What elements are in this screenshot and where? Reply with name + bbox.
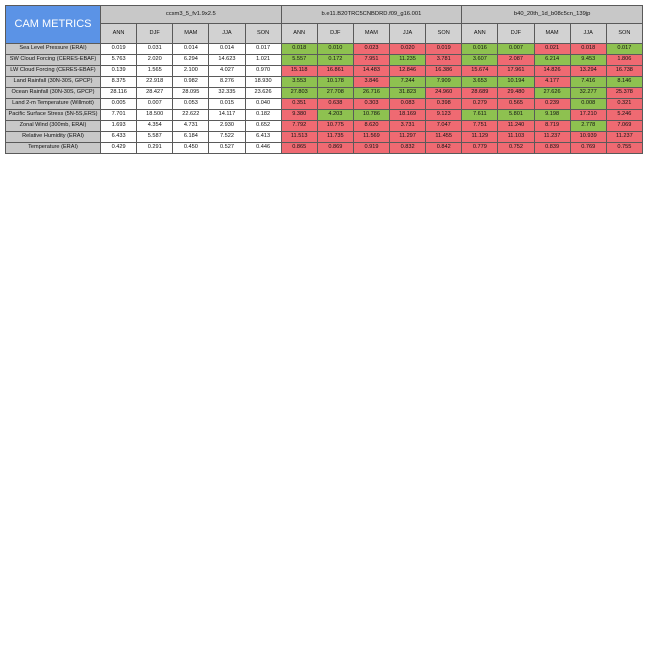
metric-value-cell: 0.020	[390, 44, 426, 55]
metric-value-cell: 11.237	[606, 132, 642, 143]
metric-value-cell: 17.210	[570, 110, 606, 121]
metric-variable-label: Sea Level Pressure (ERAI)	[6, 44, 101, 55]
case-2-header: b.e11.B20TRC5CNBDRD.f09_g16.001	[281, 6, 462, 24]
metric-value-cell: 4.177	[534, 77, 570, 88]
metric-value-cell: 0.016	[462, 44, 498, 55]
metric-value-cell: 11.297	[390, 132, 426, 143]
metric-value-cell: 0.017	[606, 44, 642, 55]
metric-value-cell: 10.786	[353, 110, 389, 121]
metric-value-cell: 0.869	[317, 143, 353, 154]
metric-value-cell: 7.244	[390, 77, 426, 88]
metric-value-cell: 12.846	[390, 66, 426, 77]
season-header: JJA	[390, 24, 426, 44]
metric-value-cell: 7.416	[570, 77, 606, 88]
metric-value-cell: 0.139	[101, 66, 137, 77]
metric-value-cell: 5.801	[498, 110, 534, 121]
metric-value-cell: 5.763	[101, 55, 137, 66]
metric-value-cell: 0.010	[317, 44, 353, 55]
metric-value-cell: 4.731	[173, 121, 209, 132]
season-header: SON	[245, 24, 281, 44]
metric-value-cell: 25.378	[606, 88, 642, 99]
metric-value-cell: 7.069	[606, 121, 642, 132]
season-header: ANN	[101, 24, 137, 44]
metric-value-cell: 28.427	[137, 88, 173, 99]
metric-value-cell: 0.652	[245, 121, 281, 132]
metric-value-cell: 5.557	[281, 55, 317, 66]
metric-value-cell: 2.087	[498, 55, 534, 66]
metric-value-cell: 3.553	[281, 77, 317, 88]
metric-value-cell: 15.118	[281, 66, 317, 77]
metric-value-cell: 0.053	[173, 99, 209, 110]
metric-value-cell: 28.095	[173, 88, 209, 99]
metric-value-cell: 0.982	[173, 77, 209, 88]
metric-value-cell: 0.839	[534, 143, 570, 154]
cam-metrics-table	[5, 5, 643, 154]
metric-value-cell: 9.380	[281, 110, 317, 121]
case-1-header: ccsm3_5_fv1.9x2.5	[101, 6, 282, 24]
metric-value-cell: 5.587	[137, 132, 173, 143]
metric-value-cell: 9.453	[570, 55, 606, 66]
metric-value-cell: 0.007	[498, 44, 534, 55]
metric-value-cell: 0.865	[281, 143, 317, 154]
metric-value-cell: 29.480	[498, 88, 534, 99]
season-header: DJF	[317, 24, 353, 44]
metric-value-cell: 0.014	[173, 44, 209, 55]
metric-value-cell: 0.017	[245, 44, 281, 55]
metric-row	[6, 132, 643, 143]
metric-value-cell: 2.020	[137, 55, 173, 66]
metric-variable-label: Zonal Wind (300mb, ERAI)	[6, 121, 101, 132]
metric-value-cell: 16.738	[606, 66, 642, 77]
metric-value-cell: 7.792	[281, 121, 317, 132]
metric-value-cell: 7.611	[462, 110, 498, 121]
metric-value-cell: 0.182	[245, 110, 281, 121]
metric-value-cell: 0.398	[426, 99, 462, 110]
metric-value-cell: 32.277	[570, 88, 606, 99]
metric-row	[6, 121, 643, 132]
metric-value-cell: 1.565	[137, 66, 173, 77]
metric-value-cell: 0.970	[245, 66, 281, 77]
metric-value-cell: 16.861	[317, 66, 353, 77]
metric-value-cell: 0.527	[209, 143, 245, 154]
metric-variable-label: LW Cloud Forcing (CERES-EBAF)	[6, 66, 101, 77]
season-header: MAM	[173, 24, 209, 44]
metric-row	[6, 99, 643, 110]
metric-value-cell: 0.019	[426, 44, 462, 55]
season-header: ANN	[462, 24, 498, 44]
metric-variable-label: Pacific Surface Stress (5N-5S,ERS)	[6, 110, 101, 121]
metric-value-cell: 0.832	[390, 143, 426, 154]
metric-row	[6, 77, 643, 88]
metric-value-cell: 32.335	[209, 88, 245, 99]
season-header: DJF	[137, 24, 173, 44]
metric-value-cell: 0.291	[137, 143, 173, 154]
metric-value-cell: 0.040	[245, 99, 281, 110]
metric-value-cell: 0.919	[353, 143, 389, 154]
metric-value-cell: 11.237	[534, 132, 570, 143]
metric-value-cell: 8.375	[101, 77, 137, 88]
metric-value-cell: 0.446	[245, 143, 281, 154]
metric-value-cell: 14.117	[209, 110, 245, 121]
metric-value-cell: 28.689	[462, 88, 498, 99]
metric-value-cell: 7.951	[353, 55, 389, 66]
metric-value-cell: 6.184	[173, 132, 209, 143]
metric-value-cell: 5.246	[606, 110, 642, 121]
metric-value-cell: 0.450	[173, 143, 209, 154]
metric-value-cell: 8.620	[353, 121, 389, 132]
metric-value-cell: 0.015	[209, 99, 245, 110]
season-header: MAM	[353, 24, 389, 44]
metric-value-cell: 6.433	[101, 132, 137, 143]
metric-value-cell: 2.778	[570, 121, 606, 132]
metric-value-cell: 27.626	[534, 88, 570, 99]
metric-value-cell: 2.100	[173, 66, 209, 77]
metric-value-cell: 11.103	[498, 132, 534, 143]
metric-value-cell: 0.638	[317, 99, 353, 110]
metric-value-cell: 14.483	[353, 66, 389, 77]
metric-value-cell: 24.960	[426, 88, 462, 99]
metric-value-cell: 0.769	[570, 143, 606, 154]
metric-value-cell: 11.240	[498, 121, 534, 132]
metric-value-cell: 0.842	[426, 143, 462, 154]
metric-value-cell: 6.294	[173, 55, 209, 66]
season-header: ANN	[281, 24, 317, 44]
metric-value-cell: 0.752	[498, 143, 534, 154]
season-header-row	[6, 24, 643, 44]
metric-value-cell: 0.023	[353, 44, 389, 55]
season-header: JJA	[570, 24, 606, 44]
metric-variable-label: Relative Humidity (ERAI)	[6, 132, 101, 143]
metric-value-cell: 9.198	[534, 110, 570, 121]
metric-value-cell: 0.018	[570, 44, 606, 55]
metric-value-cell: 3.731	[390, 121, 426, 132]
metric-row	[6, 44, 643, 55]
metric-variable-label: Land 2-m Temperature (Willmott)	[6, 99, 101, 110]
metric-value-cell: 26.716	[353, 88, 389, 99]
metric-value-cell: 7.751	[462, 121, 498, 132]
metric-value-cell: 0.019	[101, 44, 137, 55]
metric-value-cell: 8.146	[606, 77, 642, 88]
metric-value-cell: 0.018	[281, 44, 317, 55]
season-header: SON	[426, 24, 462, 44]
metric-value-cell: 0.172	[317, 55, 353, 66]
metric-value-cell: 9.123	[426, 110, 462, 121]
metric-value-cell: 7.701	[101, 110, 137, 121]
metric-value-cell: 0.008	[570, 99, 606, 110]
metric-value-cell: 10.178	[317, 77, 353, 88]
metric-value-cell: 0.031	[137, 44, 173, 55]
metric-value-cell: 11.735	[317, 132, 353, 143]
metric-value-cell: 0.021	[534, 44, 570, 55]
metric-value-cell: 0.303	[353, 99, 389, 110]
metric-row	[6, 110, 643, 121]
case-header-row	[6, 6, 643, 24]
metric-value-cell: 18.930	[245, 77, 281, 88]
metric-value-cell: 27.803	[281, 88, 317, 99]
metric-value-cell: 0.565	[498, 99, 534, 110]
metric-value-cell: 7.522	[209, 132, 245, 143]
metric-value-cell: 3.846	[353, 77, 389, 88]
season-header: JJA	[209, 24, 245, 44]
metric-value-cell: 28.116	[101, 88, 137, 99]
metric-value-cell: 3.653	[462, 77, 498, 88]
metric-value-cell: 1.806	[606, 55, 642, 66]
metric-value-cell: 0.779	[462, 143, 498, 154]
metric-value-cell: 3.781	[426, 55, 462, 66]
metric-value-cell: 0.755	[606, 143, 642, 154]
metric-value-cell: 6.214	[534, 55, 570, 66]
metric-value-cell: 8.719	[534, 121, 570, 132]
season-header: MAM	[534, 24, 570, 44]
metric-variable-label: SW Cloud Forcing (CERES-EBAF)	[6, 55, 101, 66]
metric-value-cell: 11.513	[281, 132, 317, 143]
metric-variable-label: Ocean Rainfall (30N-30S, GPCP)	[6, 88, 101, 99]
metric-value-cell: 11.455	[426, 132, 462, 143]
metric-value-cell: 0.239	[534, 99, 570, 110]
metric-variable-label: Land Rainfall (30N-30S, GPCP)	[6, 77, 101, 88]
metric-value-cell: 1.021	[245, 55, 281, 66]
metric-value-cell: 0.351	[281, 99, 317, 110]
metric-value-cell: 18.500	[137, 110, 173, 121]
metric-value-cell: 14.826	[534, 66, 570, 77]
metric-value-cell: 3.607	[462, 55, 498, 66]
metric-value-cell: 13.294	[570, 66, 606, 77]
metric-value-cell: 0.007	[137, 99, 173, 110]
metric-value-cell: 7.909	[426, 77, 462, 88]
metric-value-cell: 18.169	[390, 110, 426, 121]
metric-value-cell: 31.823	[390, 88, 426, 99]
metric-value-cell: 17.961	[498, 66, 534, 77]
metric-value-cell: 11.569	[353, 132, 389, 143]
case-3-header: b40_20th_1d_b08c5cn_139jp	[462, 6, 643, 24]
metric-value-cell: 8.276	[209, 77, 245, 88]
metric-value-cell: 0.083	[390, 99, 426, 110]
metric-value-cell: 0.321	[606, 99, 642, 110]
metric-value-cell: 14.623	[209, 55, 245, 66]
metric-value-cell: 4.203	[317, 110, 353, 121]
table-title: CAM METRICS	[6, 6, 101, 44]
metric-value-cell: 7.047	[426, 121, 462, 132]
metric-value-cell: 11.129	[462, 132, 498, 143]
season-header: SON	[606, 24, 642, 44]
metric-value-cell: 16.386	[426, 66, 462, 77]
metric-row	[6, 66, 643, 77]
metric-value-cell: 10.939	[570, 132, 606, 143]
metric-variable-label: Temperature (ERAI)	[6, 143, 101, 154]
metric-value-cell: 23.626	[245, 88, 281, 99]
season-header: DJF	[498, 24, 534, 44]
metric-row	[6, 88, 643, 99]
metric-value-cell: 22.622	[173, 110, 209, 121]
metric-row	[6, 143, 643, 154]
metric-value-cell: 0.429	[101, 143, 137, 154]
metric-value-cell: 0.014	[209, 44, 245, 55]
metric-value-cell: 15.674	[462, 66, 498, 77]
metric-value-cell: 0.279	[462, 99, 498, 110]
metric-value-cell: 22.918	[137, 77, 173, 88]
metric-value-cell: 11.235	[390, 55, 426, 66]
metric-value-cell: 4.027	[209, 66, 245, 77]
metric-value-cell: 27.708	[317, 88, 353, 99]
metric-value-cell: 2.930	[209, 121, 245, 132]
metric-value-cell: 0.005	[101, 99, 137, 110]
metric-value-cell: 6.413	[245, 132, 281, 143]
metric-value-cell: 4.354	[137, 121, 173, 132]
metric-value-cell: 10.194	[498, 77, 534, 88]
metric-value-cell: 10.775	[317, 121, 353, 132]
metric-row	[6, 55, 643, 66]
metric-value-cell: 1.693	[101, 121, 137, 132]
